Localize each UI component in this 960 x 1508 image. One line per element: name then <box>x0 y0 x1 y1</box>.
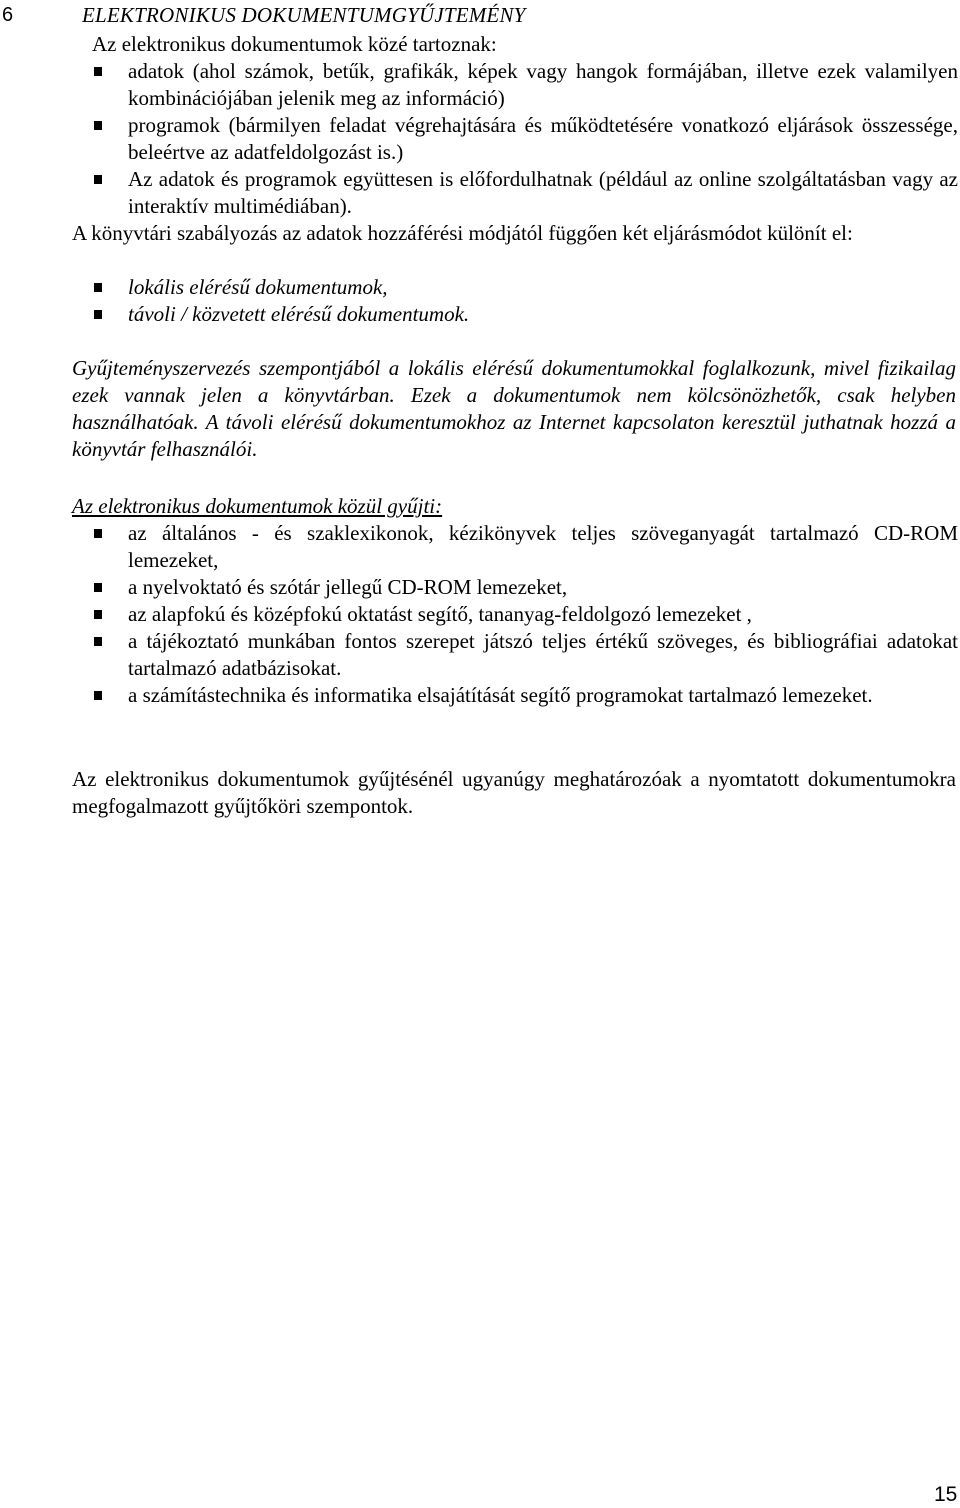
square-bullet-icon <box>94 175 102 184</box>
section-number: 6 <box>2 4 14 26</box>
closing-paragraph: Az elektronikus dokumentumok gyűjtésénél ugyanúgy meghatározóak a nyomtatott dokumentumokra megfogalmazott gyűjtőköri szempontok. <box>72 767 956 818</box>
square-bullet-icon <box>94 637 102 646</box>
list-item <box>72 628 958 682</box>
square-bullet-icon <box>94 610 102 619</box>
list-item <box>72 601 958 628</box>
collects-heading-wrap <box>72 493 956 520</box>
list-item-text: Az adatok és programok együttesen is előfordulhatnak (például az online szolgáltatásban vagy az interaktív multimédiában). <box>128 167 958 218</box>
list-item-text: a számítástechnika és informatika elsajátítását segítő programokat tartalmazó lemezeket. <box>128 683 873 707</box>
list-item-text: az általános - és szaklexikonok, kézikönyvek teljes szöveganyagát tartalmazó CD-ROM lemezeket, <box>128 521 958 572</box>
access-modes-list <box>72 274 958 328</box>
page-number: 15 <box>934 1483 958 1506</box>
list-item-text: a tájékoztató munkában fontos szerepet játszó teljes értékű szöveges, és bibliográfiai adatokat tartalmazó adatbázisokat. <box>128 629 958 680</box>
list-item <box>72 58 958 112</box>
square-bullet-icon <box>94 283 102 292</box>
square-bullet-icon <box>94 121 102 130</box>
square-bullet-icon <box>94 529 102 538</box>
collects-heading: Az elektronikus dokumentumok közül gyűjti: <box>72 494 443 518</box>
square-bullet-icon <box>94 310 102 319</box>
section-title: ELEKTRONIKUS DOKUMENTUMGYŰJTEMÉNY <box>82 3 526 27</box>
list-item <box>72 574 958 601</box>
list-item-text: programok (bármilyen feladat végrehajtására és működtetésére vonatkozó eljárások összessége, beleértve az adatfeldolgozást is.) <box>128 113 958 164</box>
square-bullet-icon <box>94 583 102 592</box>
square-bullet-icon <box>94 691 102 700</box>
square-bullet-icon <box>94 67 102 76</box>
collects-list <box>72 520 958 709</box>
list-item <box>72 166 958 220</box>
list-item-text: lokális elérésű dokumentumok, <box>128 275 388 299</box>
list-item <box>72 520 958 574</box>
list-item <box>72 301 958 328</box>
list-item <box>72 274 958 301</box>
list-item-text: adatok (ahol számok, betűk, grafikák, képek vagy hangok formájában, illetve ezek valamilyen kombinációjában jelenik meg az információ) <box>128 59 958 110</box>
document-types-list <box>72 58 958 220</box>
list-item-text: a nyelvoktató és szótár jellegű CD-ROM lemezeket, <box>128 575 568 599</box>
section-heading <box>0 2 960 29</box>
access-paragraph: A könyvtári szabályozás az adatok hozzáférési módjától függően két eljárásmódot különít el: <box>72 221 853 245</box>
list-item <box>72 112 958 166</box>
intro-text: Az elektronikus dokumentumok közé tartoznak: <box>92 32 497 56</box>
list-item <box>72 682 958 709</box>
list-item-text: távoli / közvetett elérésű dokumentumok. <box>128 302 470 326</box>
collection-paragraph: Gyűjteményszervezés szempontjából a lokális elérésű dokumentumokkal foglalkozunk, mivel fizikailag ezek vannak jelen a könyvtárban. Ezek a dokumentumok nem kölcsönözhetők, csak helyben használhatóak. A távoli elérésű dokumentumokhoz az Internet kapcsolaton keresztül juthatnak hozzá a könyvtár felhasználói. <box>72 356 956 461</box>
list-item-text: az alapfokú és középfokú oktatást segítő, tananyag-feldolgozó lemezeket , <box>128 602 752 626</box>
